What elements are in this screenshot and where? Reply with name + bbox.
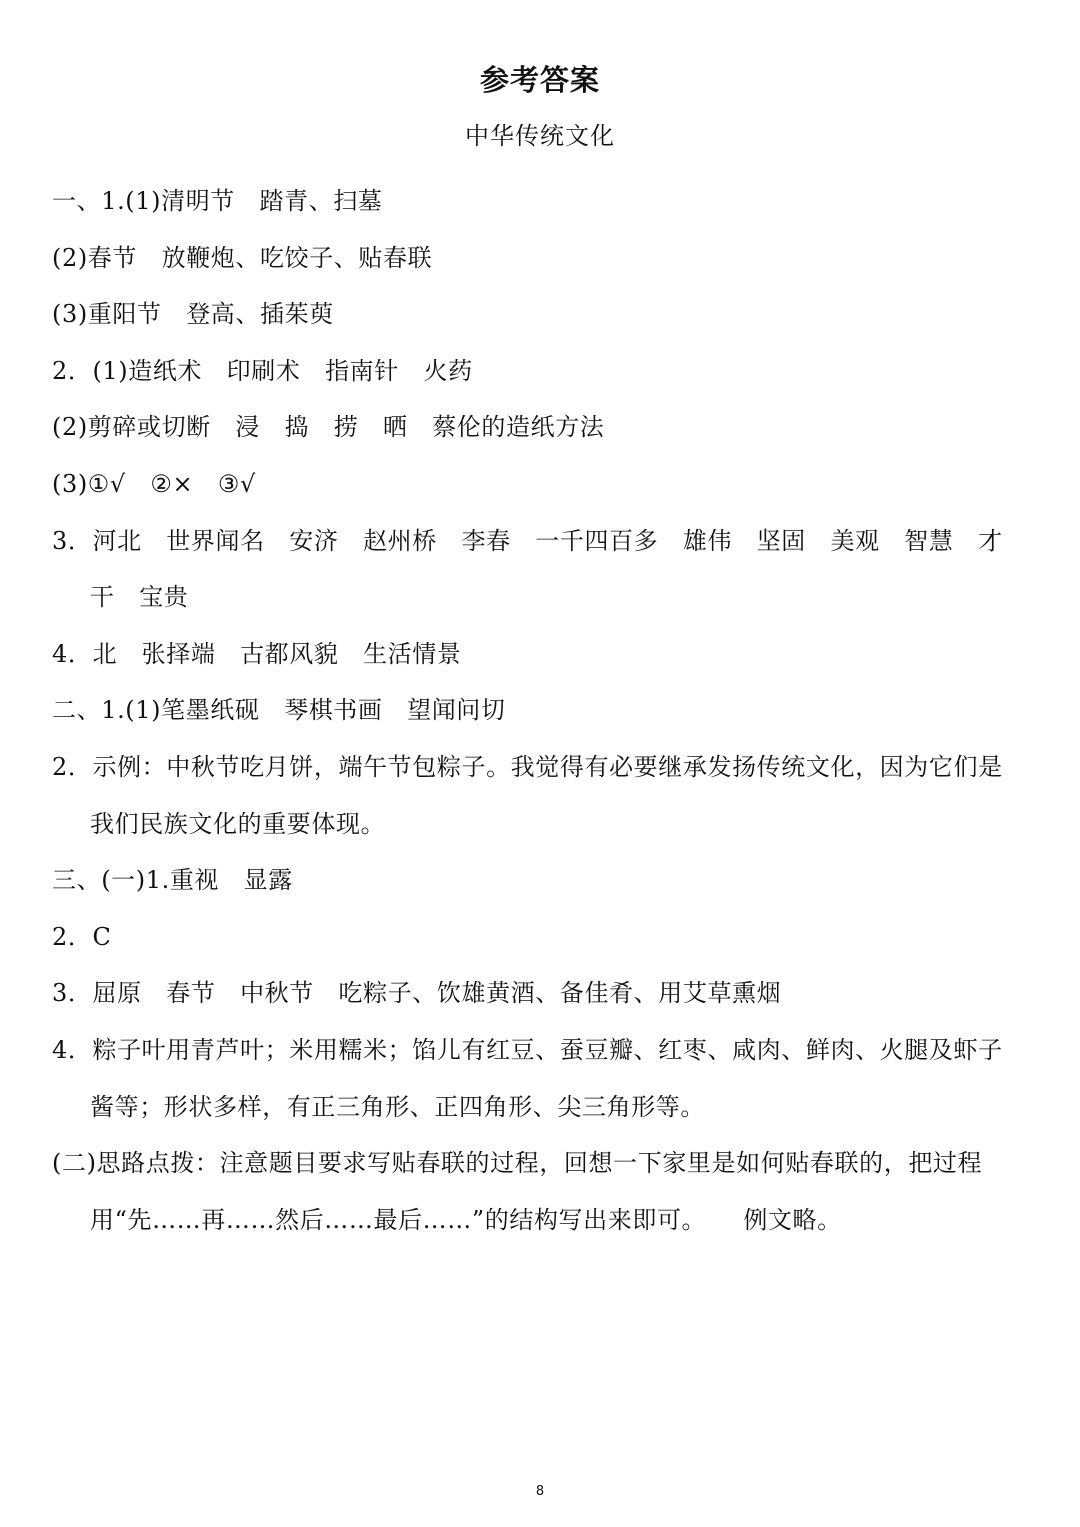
answer-line: 二、1.(1)笔墨纸砚 琴棋书画 望闻问切 [52,696,506,725]
answer-line: 2．(1)造纸术 印刷术 指南针 火药 [52,356,473,385]
answer-line: 三、(一)1.重视 显露 [52,866,293,895]
answer-list [52,173,1032,1248]
answer-line: 4．北 张择端 古都风貌 生活情景 [52,639,462,668]
answer-line-continuation: 用“先……再……然后……最后……”的结构写出来即可。 例文略。 [90,1205,842,1234]
answer-line: (3)重阳节 登高、插茱萸 [52,300,334,329]
answer-line: 一、1.(1)清明节 踏青、扫墓 [52,187,383,215]
answer-line: 3．屈原 春节 中秋节 吃粽子、饮雄黄酒、备佳肴、用艾草熏烟 [52,979,782,1008]
answer-line: (3)①√ ②× ③√ [52,469,256,498]
answer-line-continuation: 干 宝贵 [90,583,189,612]
section-subtitle: 中华传统文化 [465,122,615,150]
answer-line: (2)剪碎或切断 浸 捣 捞 晒 蔡伦的造纸方法 [52,413,605,442]
answer-line: 4．粽子叶用青芦叶；米用糯米；馅儿有红豆、蚕豆瓣、红枣、咸肉、鲜肉、火腿及虾子 [52,1035,1003,1064]
page-number: 8 [535,1484,545,1499]
answer-line: 2．C [52,922,112,951]
answer-line: 3．河北 世界闻名 安济 赵州桥 李春 一千四百多 雄伟 坚固 美观 智慧 才 [52,526,1003,555]
answer-line-continuation: 酱等；形状多样，有正三角形、正四角形、尖三角形等。 [90,1092,705,1121]
answer-line: (二)思路点拨：注意题目要求写贴春联的过程，回想一下家里是如何贴春联的，把过程 [52,1149,983,1178]
answer-line: (2)春节 放鞭炮、吃饺子、贴春联 [52,243,433,272]
page-title: 参考答案 [479,63,600,97]
answer-line-continuation: 我们民族文化的重要体现。 [90,809,386,838]
answer-line: 2．示例：中秋节吃月饼，端午节包粽子。我觉得有必要继承发扬传统文化，因为它们是 [52,752,1003,781]
